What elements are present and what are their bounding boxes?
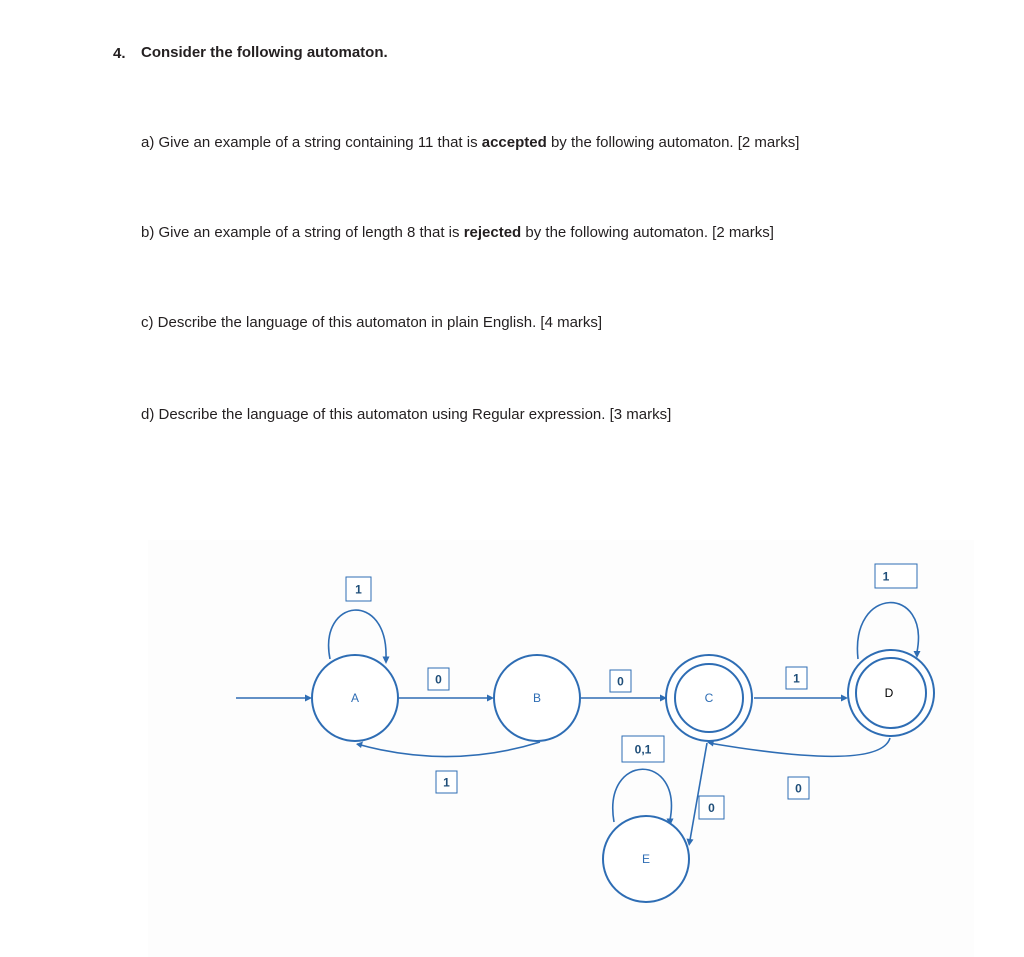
- part-b-emphasis: rejected: [463, 224, 522, 241]
- label-c-to-e: 0: [708, 801, 715, 815]
- label-b-to-c: 0: [617, 674, 624, 689]
- label-a-to-b: 0: [435, 672, 442, 687]
- state-d-label: D: [884, 686, 894, 700]
- part-b-suffix: by the following automaton. [2 marks]: [521, 224, 774, 241]
- label-a-self: 1: [355, 582, 362, 597]
- start-arrow-head: [305, 695, 312, 702]
- loop-a-head: [383, 657, 390, 665]
- edge-a-to-b-head: [487, 695, 494, 702]
- part-c: c) Describe the language of this automaton in plain English. [4 marks]: [141, 314, 603, 331]
- edge-b-to-a: [357, 742, 540, 757]
- state-a-label: A: [350, 691, 360, 705]
- part-d: d) Describe the language of this automaton using Regular expression. [3 marks]: [141, 406, 672, 423]
- label-c-to-d: 1: [793, 671, 800, 686]
- label-e-self: 0,1: [634, 742, 652, 757]
- part-a-suffix: by the following automaton. [2 marks]: [546, 134, 800, 151]
- question-number: 4.: [113, 45, 126, 62]
- edge-c-to-e: [690, 743, 707, 840]
- label-d-to-c: 0: [795, 781, 802, 796]
- part-a-prefix: a) Give an example of a string containing 11 that is: [141, 134, 482, 151]
- edge-c-to-d-head: [841, 695, 848, 702]
- edge-d-to-c: [709, 738, 890, 756]
- loop-e: [613, 769, 672, 822]
- part-b-prefix: b) Give an example of a string of length 8 that is: [141, 224, 464, 241]
- state-c-label: C: [704, 691, 714, 705]
- state-e-label: E: [641, 852, 651, 866]
- label-b-to-a: 1: [443, 775, 450, 790]
- label-box-d-self: [875, 564, 917, 588]
- edge-b-to-a-head: [356, 742, 363, 749]
- part-a-emphasis: accepted: [481, 134, 547, 151]
- state-b-label: B: [532, 691, 542, 705]
- loop-a: [329, 610, 386, 659]
- question-title: Consider the following automaton.: [141, 44, 388, 61]
- label-d-self: 1: [882, 569, 890, 584]
